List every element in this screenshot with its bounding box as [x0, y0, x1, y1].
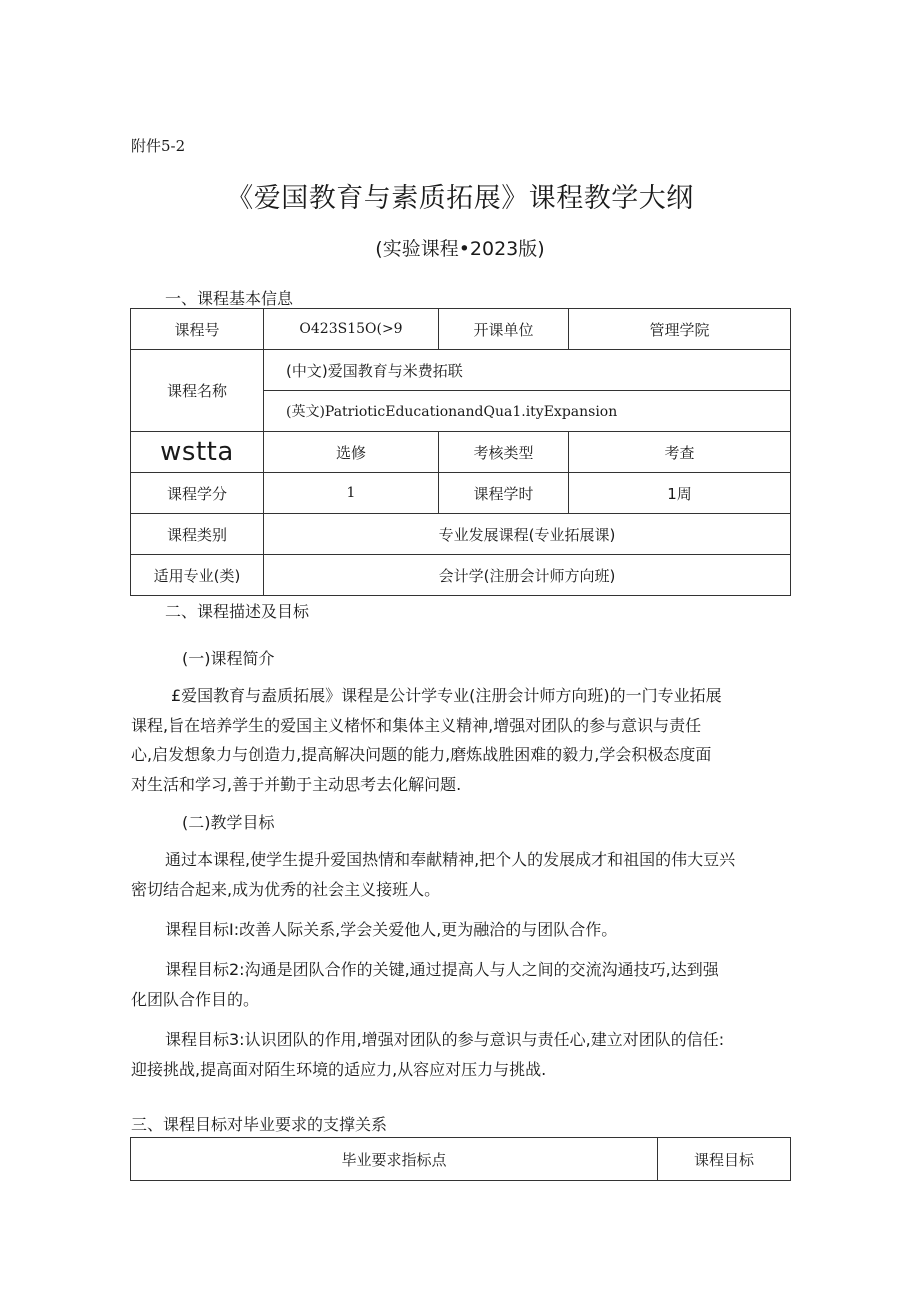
label-course-name: 课程名称 — [131, 350, 264, 432]
value-course-type: 选修 — [264, 432, 439, 473]
value-course-name-cn: (中文)爱国教育与米费拓联 — [264, 350, 791, 391]
document-title: 《爱国教育与素质拓展》课程教学大纲 — [226, 183, 694, 214]
goal2-line: 化团队合作目的。 — [131, 989, 260, 1009]
goal2-paragraph — [131, 955, 791, 1014]
intro-line: 对生活和学习,善于并勤于主动思考去化解问题. — [131, 774, 462, 794]
goal3-line: 课程目标3:认识团队的作用,增强对团队的参与意识与责任心,建立对团队的信任: — [165, 1030, 725, 1049]
label-assess-type: 考核类型 — [439, 432, 569, 473]
attachment-label: 附件5-2 — [131, 137, 186, 155]
label-dept: 开课单位 — [439, 309, 569, 350]
course-name-en-text: (英文)PatrioticEducationandQua1.ityExpansion — [286, 404, 618, 420]
label-hours: 课程学时 — [439, 473, 569, 514]
value-category: 专业发展课程(专业拓展课) — [264, 514, 791, 555]
section3-heading: 三、课程目标对毕业要求的支撑关系 — [131, 1115, 388, 1134]
section1-heading: 一、课程基本信息 — [165, 289, 294, 308]
intro-paragraph — [131, 681, 791, 799]
goal3-paragraph — [131, 1025, 791, 1084]
label-major: 适用专业(类) — [131, 555, 264, 596]
intro-heading: (一)课程简介 — [182, 649, 275, 668]
goal1-line: 课程目标I:改善人际关系,学会关爱他人,更为融洽的与团队合作。 — [165, 920, 618, 939]
section2-heading: 二、课程描述及目标 — [165, 602, 310, 621]
label-course-type: wstta — [131, 432, 264, 473]
intro-line: £爱国教育与盍质拓展》课程是公计学专业(注册会计师方向班)的一门专业拓展 — [171, 686, 722, 705]
value-hours: 1周 — [569, 473, 791, 514]
value-course-name-en — [264, 391, 791, 432]
goal2-line: 课程目标2:沟通是团队合作的关键,通过提高人与人之间的交流沟通技巧,达到强 — [165, 960, 719, 979]
goal-intro-paragraph — [131, 845, 791, 904]
course-info-table — [130, 308, 791, 596]
label-course-no: 课程号 — [131, 309, 264, 350]
goal1-paragraph — [131, 915, 791, 945]
label-category: 课程类别 — [131, 514, 264, 555]
intro-line: 课程,旨在培养学生的爱国主义楮怀和集体主义精神,增强对团队的参与意识与责任 — [131, 715, 702, 735]
intro-line: 心,启发想象力与创造力,提高解决问题的能力,磨炼战胜困难的毅力,学会积极态度面 — [131, 745, 712, 764]
goal3-line: 迎接挑战,提高面对陌生环境的适应力,从容应对压力与挑战. — [131, 1059, 547, 1079]
header-requirement: 毕业要求指标点 — [131, 1138, 658, 1181]
goal-intro-line: 通过本课程,使学生提升爱国热情和奉献精神,把个人的发展成才和祖国的伟大豆兴 — [165, 850, 736, 869]
goal-intro-line: 密切结合起来,成为优秀的社会主义接班人。 — [131, 879, 441, 899]
document-subtitle: (实验课程•2023版) — [375, 238, 545, 260]
value-major: 会计学(注册会计师方向班) — [264, 555, 791, 596]
header-course-goal: 课程目标 — [658, 1138, 791, 1181]
support-table — [130, 1137, 791, 1181]
value-assess-type: 考查 — [569, 432, 791, 473]
goals-heading: (二)教学目标 — [182, 813, 275, 832]
value-dept: 管理学院 — [569, 309, 791, 350]
value-course-no: O423S15O(>9 — [264, 309, 439, 350]
label-credits: 课程学分 — [131, 473, 264, 514]
value-credits: 1 — [264, 473, 439, 514]
